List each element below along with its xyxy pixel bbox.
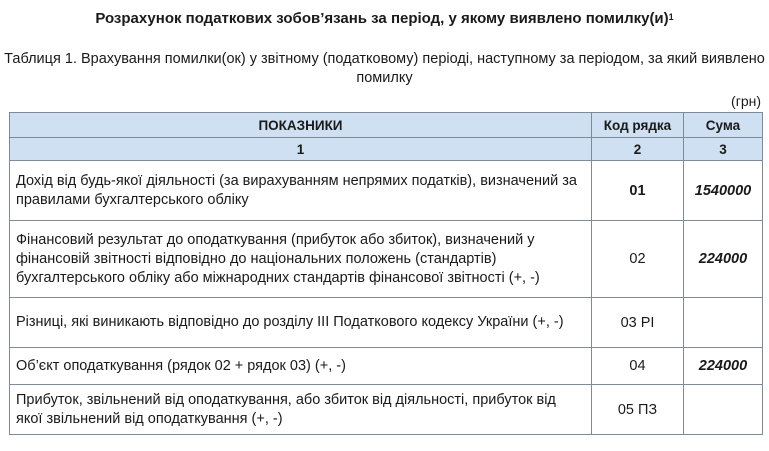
table-row-01 bbox=[10, 161, 763, 221]
tax-table bbox=[9, 112, 763, 435]
table-header-row bbox=[10, 113, 763, 138]
row-label: Фінансовий результат до оподаткування (прибуток або збиток), визначений у фінансовій звітності відповідно до національних положень (стандартів) бухгалтерського обліку або міжнародних стандартів фінансової звітності (+, -) bbox=[10, 221, 592, 298]
header-row-code: Код рядка bbox=[592, 113, 684, 138]
title-footnote-marker: 1 bbox=[668, 12, 674, 22]
row-sum[interactable] bbox=[684, 385, 763, 435]
row-code: 01 bbox=[592, 161, 684, 221]
table-caption: Таблиця 1. Врахування помилки(ок) у звітному (податковому) періоді, наступному за періодом, за який виявлено помилку bbox=[4, 51, 765, 86]
table-row-05 bbox=[10, 385, 763, 435]
row-code: 02 bbox=[592, 221, 684, 298]
row-code: 03 РІ bbox=[592, 298, 684, 348]
page-title bbox=[0, 10, 769, 28]
table-row-04 bbox=[10, 348, 763, 385]
column-number-1: 1 bbox=[10, 138, 592, 161]
row-label: Дохід від будь-якої діяльності (за вирахуванням непрямих податків), визначений за правилами бухгалтерського обліку bbox=[10, 161, 592, 221]
table-row-02 bbox=[10, 221, 763, 298]
row-code: 05 ПЗ bbox=[592, 385, 684, 435]
row-sum[interactable]: 1540000 bbox=[684, 161, 763, 221]
row-sum[interactable]: 224000 bbox=[684, 348, 763, 385]
row-label: Прибуток, звільнений від оподаткування, або збиток від діяльності, прибуток від якої звільнений від оподаткування (+, -) bbox=[10, 385, 592, 435]
page-title-text: Розрахунок податкових зобов’язань за період, у якому виявлено помилку(и) bbox=[95, 10, 669, 27]
header-sum: Сума bbox=[684, 113, 763, 138]
row-label: Різниці, які виникають відповідно до розділу III Податкового кодексу України (+, -) bbox=[10, 298, 592, 348]
column-number-3: 3 bbox=[684, 138, 763, 161]
row-sum[interactable]: 224000 bbox=[684, 221, 763, 298]
header-indicators: ПОКАЗНИКИ bbox=[10, 113, 592, 138]
column-number-row bbox=[10, 138, 763, 161]
row-sum[interactable] bbox=[684, 298, 763, 348]
row-label: Об’єкт оподаткування (рядок 02 + рядок 03) (+, -) bbox=[10, 348, 592, 385]
row-code: 04 bbox=[592, 348, 684, 385]
unit-label: (грн) bbox=[731, 93, 761, 109]
column-number-2: 2 bbox=[592, 138, 684, 161]
table-row-03 bbox=[10, 298, 763, 348]
